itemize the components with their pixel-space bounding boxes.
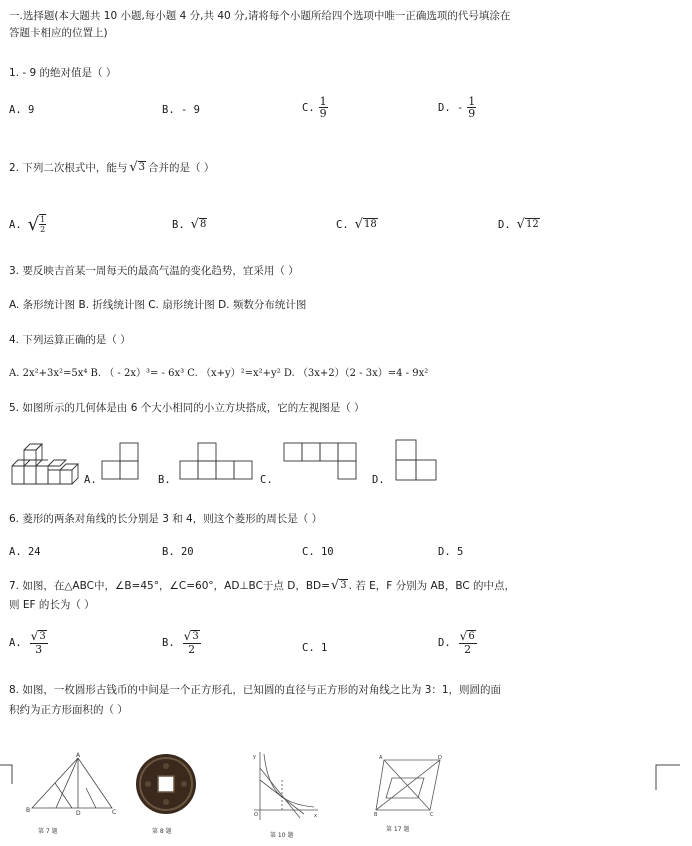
fig8-coin-image [134, 752, 198, 816]
q7-option-a-label: A. [9, 636, 22, 649]
svg-text:C: C [112, 809, 117, 816]
q6-option-c: C. 10 [302, 546, 334, 558]
q7-option-d-label: D. [438, 636, 451, 649]
svg-text:O: O [254, 812, 258, 818]
section-heading-line1: 一.选择题(本大题共 10 小题,每小题 4 分,共 40 分,请将每个小题所给四个选项中唯一正确选项的代号填涂在 [9, 10, 511, 22]
fig17-parallelogram-diagram [374, 754, 444, 816]
q2-option-d-label: D. [498, 219, 511, 231]
q1-c-numerator: 1 [319, 95, 327, 108]
q7-stem: 7. 如图，在△ABC中，∠B=45°，∠C=60°，AD⊥BC于点 D，BD= √ 3 . 若 E，F 分别为 AB，BC 的中点， [9, 577, 516, 593]
q7-stem-line2: 则 EF 的长为（ ） [9, 599, 95, 611]
q2-stem-radicand: 3 [138, 161, 146, 173]
q5-option-a: A. [84, 474, 97, 486]
q1-option-d-fraction [467, 96, 476, 119]
q2-option-d: D. √ 12 [498, 217, 539, 232]
q5-option-c-view [282, 440, 366, 482]
q7-option-b-label: B. [162, 636, 175, 649]
q1-option-b: B. - 9 [162, 104, 200, 116]
q2-option-a [9, 214, 46, 236]
q2-stem-pre: 2. 下列二次根式中，能与 [9, 162, 128, 174]
q2-a-numerator: 1 [40, 215, 46, 224]
svg-text:y: y [253, 754, 256, 760]
q7-option-d: D. √ 6 2 [438, 629, 475, 656]
q1-d-denominator: 9 [468, 107, 476, 120]
q7-option-c: C. 1 [302, 642, 328, 654]
q6-stem: 6. 菱形的两条对角线的长分别是 3 和 4，则这个菱形的周长是（ ） [9, 513, 323, 525]
fig7-triangle-diagram [26, 752, 118, 818]
q2-option-b-label: B. [172, 219, 185, 231]
q2-option-a-label: A. [9, 219, 22, 231]
q2-stem-post: 合并的是（ ） [148, 162, 215, 174]
q3-stem: 3. 要反映吉首某一周每天的最高气温的变化趋势，宜采用（ ） [9, 265, 299, 277]
fig10-graph [252, 750, 320, 826]
q2-d-radicand: 12 [525, 219, 539, 230]
svg-text:C: C [430, 812, 434, 816]
q7-stem-post: . 若 E，F 分别为 AB，BC 的中点， [348, 580, 516, 592]
svg-text:D: D [438, 755, 442, 761]
page-corner-mark-right [654, 764, 680, 790]
q7-b-denominator: 2 [188, 643, 196, 656]
q2-option-c: C. √ 18 [336, 217, 377, 232]
q7-option-a: A. √ 3 3 [9, 629, 46, 656]
q7-stem-radicand: 3 [340, 579, 347, 591]
q5-option-c: C. [260, 474, 273, 486]
q6-option-d: D. 5 [438, 546, 464, 558]
q5-option-b: B. [158, 474, 171, 486]
q1-option-a: A. 9 [9, 104, 35, 116]
q7-d-denominator: 2 [464, 643, 472, 656]
fig7-caption: 第 7 题 [38, 828, 58, 835]
svg-text:x: x [314, 813, 317, 819]
q5-option-d: D. [372, 474, 385, 486]
page-corner-mark-left [0, 764, 14, 784]
q2-c-radicand: 18 [363, 219, 377, 230]
q7-option-b: B. √ 3 2 [162, 629, 199, 656]
q2-stem [9, 160, 214, 175]
q5-option-a-view [100, 440, 140, 482]
q3-options: A. 条形统计图 B. 折线统计图 C. 扇形统计图 D. 频数分布统计图 [9, 299, 307, 311]
q1-option-c [302, 96, 328, 119]
q2-stem-radical: √ 3 [129, 159, 146, 175]
q7-d-radicand: 6 [468, 631, 475, 642]
svg-text:B: B [26, 807, 31, 814]
q1-option-d [438, 96, 476, 119]
q1-option-d-label: D. - [438, 101, 464, 114]
q1-option-c-label: C. [302, 101, 315, 114]
q1-option-c-fraction [319, 96, 328, 119]
section-heading-line2: 答题卡相应的位置上) [9, 27, 108, 39]
svg-text:D: D [76, 810, 81, 817]
q4-options: A. 2x²+3x²=5x⁴ B. （ - 2x）³= - 6x³ C. （x+y）²=x²+y² D. （3x+2）（2 - 3x）=4 - 9x² [9, 368, 429, 379]
q5-stem: 5. 如图所示的几何体是由 6 个大小相同的小立方块搭成，它的左视图是（ ） [9, 402, 365, 414]
q4-stem: 4. 下列运算正确的是（ ） [9, 334, 131, 346]
q7-a-radicand: 3 [39, 631, 46, 642]
q1-c-denominator: 9 [319, 107, 327, 120]
q1-d-numerator: 1 [468, 95, 476, 108]
svg-text:B: B [374, 812, 378, 816]
q6-option-b: B. 20 [162, 546, 194, 558]
fig8-caption: 第 8 题 [152, 828, 172, 835]
q5-option-d-view [394, 436, 440, 482]
q8-stem-line1: 8. 如图，一枚圆形古钱币的中间是一个正方形孔，已知圆的直径与正方形的对角线之比为 3：1，则圆的面 [9, 684, 502, 696]
q8-stem-line2: 积约为正方形面积的（ ） [9, 704, 128, 716]
q2-option-b: B. √ 8 [172, 217, 207, 232]
q5-option-b-view [178, 440, 256, 482]
q7-stem-pre: 7. 如图，在△ABC中，∠B=45°，∠C=60°，AD⊥BC于点 D，BD= [9, 580, 330, 592]
q2-option-c-label: C. [336, 219, 349, 231]
q2-b-radicand: 8 [199, 219, 207, 230]
fig10-caption: 第 10 题 [270, 832, 294, 839]
q1-stem: 1. - 9 的绝对值是（ ） [9, 67, 117, 79]
q7-b-radicand: 3 [192, 631, 199, 642]
q2-option-a-radical: √ $\frac{1}{2}$ [27, 214, 46, 235]
svg-text:A: A [76, 752, 81, 759]
svg-text:A: A [379, 755, 383, 761]
q5-solid-figure [10, 440, 82, 486]
fig17-caption: 第 17 题 [386, 826, 410, 833]
q7-a-denominator: 3 [35, 643, 43, 656]
q6-option-a: A. 24 [9, 546, 41, 558]
q2-a-denominator: 2 [40, 225, 46, 234]
